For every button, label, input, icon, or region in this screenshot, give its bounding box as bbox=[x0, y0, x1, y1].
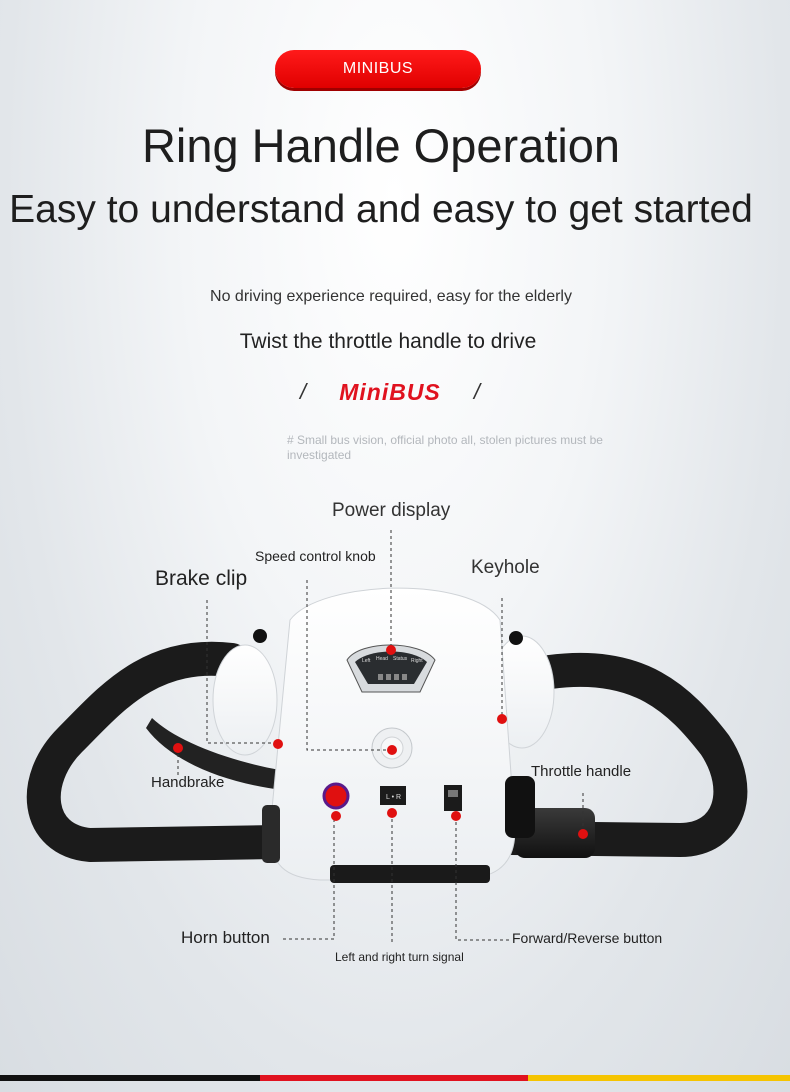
marker-speed-knob bbox=[387, 745, 397, 755]
minibus-logo: MiniBUS bbox=[339, 378, 441, 405]
page-subtitle: Easy to understand and easy to get started bbox=[9, 188, 753, 231]
bottom-color-bar bbox=[0, 1075, 790, 1081]
marker-forward-reverse bbox=[451, 811, 461, 821]
marker-turn-signal bbox=[387, 808, 397, 818]
marker-power-display bbox=[386, 645, 396, 655]
screw-right bbox=[509, 631, 523, 645]
label-turn-signal: Left and right turn signal bbox=[335, 950, 464, 964]
display-label-status: Status bbox=[393, 656, 408, 662]
display-label-right: Right bbox=[411, 658, 423, 664]
turn-signal-switch-label: L • R bbox=[386, 794, 402, 801]
label-keyhole: Keyhole bbox=[471, 557, 540, 578]
slash-left: / bbox=[300, 379, 307, 404]
forward-reverse-switch[interactable] bbox=[444, 785, 462, 811]
marker-keyhole bbox=[497, 714, 507, 724]
marker-handbrake bbox=[173, 743, 183, 753]
label-speed-knob: Speed control knob bbox=[255, 548, 376, 564]
label-forward-reverse: Forward/Reverse button bbox=[512, 930, 663, 946]
marker-horn bbox=[331, 811, 341, 821]
horn-button[interactable] bbox=[324, 784, 348, 808]
slash-right: / bbox=[473, 379, 480, 404]
label-power-display: Power display bbox=[332, 500, 451, 521]
brand-badge: MINIBUS bbox=[275, 50, 481, 88]
intro-line-1: No driving experience required, easy for the elderly bbox=[210, 288, 572, 305]
label-throttle-handle: Throttle handle bbox=[531, 763, 632, 780]
label-horn-button: Horn button bbox=[181, 928, 270, 947]
display-label-head: Head bbox=[376, 656, 388, 662]
page-title: Ring Handle Operation bbox=[141, 119, 621, 172]
marker-brake-clip bbox=[273, 739, 283, 749]
intro-line-2: Twist the throttle handle to drive bbox=[239, 330, 537, 353]
display-label-left: Left bbox=[362, 658, 371, 664]
label-handbrake: Handbrake bbox=[151, 774, 225, 791]
marker-throttle bbox=[578, 829, 588, 839]
copyright-note: # Small bus vision, official photo all, stolen pictures must be investigated bbox=[287, 433, 603, 462]
screw-left bbox=[253, 629, 267, 643]
label-brake-clip: Brake clip bbox=[155, 567, 248, 590]
